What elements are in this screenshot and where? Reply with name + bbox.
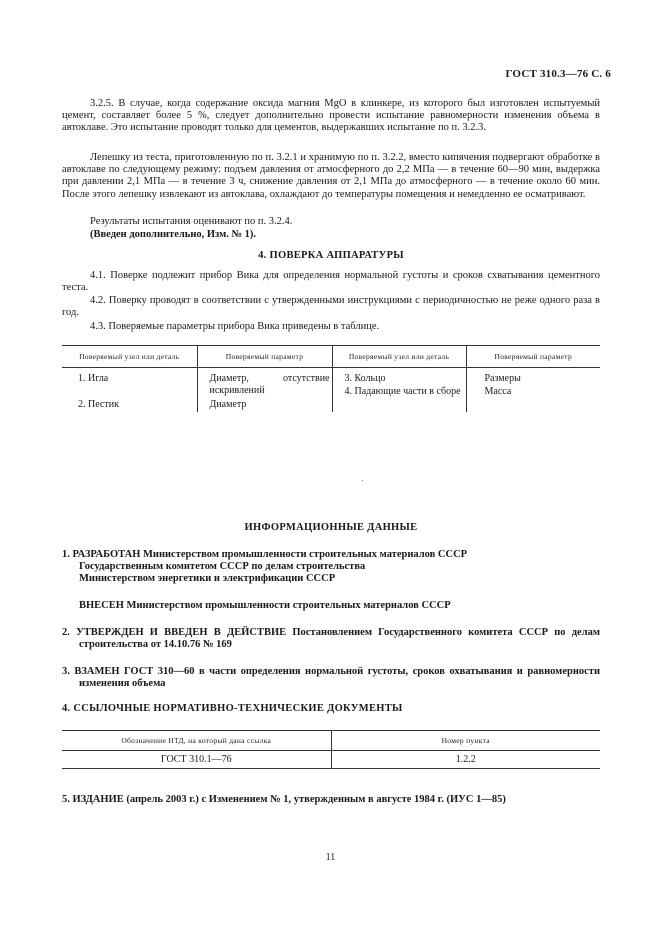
section-4-title: 4. ПОВЕРКА АППАРАТУРЫ xyxy=(258,250,404,261)
info-line: Государственным комитетом СССР по делам строительства xyxy=(79,561,366,573)
info-item-1 xyxy=(62,549,600,586)
table-header-cell: Поверяемый параметр xyxy=(466,346,600,368)
paragraph-autoclave: Лепешку из теста, приготовленную по п. 3.2.1 и хранимую по п. 3.2.2, вместо кипячения подвергают обработке в автоклаве по следующему режиму: подъем давления от атмосферного до 2,2 МПа — в течение 60—90 мин, выдержка при давлении 2,1 МПа — в течение 3 ч, снижение давления от 2,1 МПа до атмосферного — в течение около 60 мин. После этого лепешку извлекают из автоклава, охлаждают до температуры помещения и немедленно ее осматривают. xyxy=(62,152,600,200)
table-cell: 1.2.2 xyxy=(331,751,600,769)
table-cell: 1. Игла xyxy=(78,373,109,384)
paragraph-results: Результаты испытания оценивают по п. 3.2.4. xyxy=(90,216,293,227)
table-cell: ГОСТ 310.1—76 xyxy=(62,751,331,769)
table-cell: 4. Падающие части в сборе xyxy=(344,386,461,397)
info-item-1b: ВНЕСЕН Министерством промышленности строительных материалов СССР xyxy=(79,600,451,611)
table-cell: Размеры xyxy=(484,373,521,384)
table-cell: 3. Кольцо xyxy=(344,373,386,384)
info-line: Министерством энергетики и электрификации СССР xyxy=(79,573,336,585)
info-title: ИНФОРМАЦИОННЫЕ ДАННЫЕ xyxy=(244,522,418,533)
reference-docs-table xyxy=(62,730,600,769)
info-item-4: 4. ССЫЛОЧНЫЕ НОРМАТИВНО-ТЕХНИЧЕСКИЕ ДОКУМЕНТЫ xyxy=(62,703,403,714)
table-cell: Масса xyxy=(484,386,512,397)
info-item-3: 3. ВЗАМЕН ГОСТ 310—60 в части определения нормальной густоты, сроков охватывания и равномерности изменения объема xyxy=(62,666,600,690)
page-header: ГОСТ 310.3—76 С. 6 xyxy=(505,68,611,80)
speck-mark xyxy=(362,480,363,481)
table-cell: Диаметр, отсутствие искривлений xyxy=(209,373,330,396)
table-header-cell: Поверяемый узел или деталь xyxy=(62,346,197,368)
table-cell: 2. Пестик xyxy=(78,399,119,410)
paragraph-4-1: 4.1. Поверке подлежит прибор Вика для определения нормальной густоты и сроков схватывания цементного теста. xyxy=(62,270,600,294)
amendment-note: (Введен дополнительно, Изм. № 1). xyxy=(90,229,257,240)
info-item-2: 2. УТВЕРЖДЕН И ВВЕДЕН В ДЕЙСТВИЕ Постановлением Государственного комитета СССР по делам строительства от 14.10.76 № 169 xyxy=(62,627,600,651)
paragraph-3-2-5: 3.2.5. В случае, когда содержание оксида магния MgO в клинкере, из которого был изготовлен испытуемый цемент, составляет более 5 %, следует дополнительно провести испытание равномерности изменения объема в автоклаве. Это испытание проводят только для цементов, выдержавших испытание по п. 3.2.3. xyxy=(62,98,600,134)
paragraph-4-2: 4.2. Поверку проводят в соответствии с утвержденными инструкциями с периодичностью не реже одного раза в год. xyxy=(62,295,600,319)
table-cell: Диаметр xyxy=(209,399,247,410)
table-header-cell: Обозначение НТД, на который дана ссылка xyxy=(62,731,331,751)
info-line: 1. РАЗРАБОТАН Министерством промышленности строительных материалов СССР xyxy=(62,549,468,560)
table-header-cell: Поверяемый параметр xyxy=(197,346,332,368)
verification-table xyxy=(62,345,600,412)
info-item-5: 5. ИЗДАНИЕ (апрель 2003 г.) с Изменением № 1, утвержденным в августе 1984 г. (ИУС 1—85) xyxy=(62,794,506,805)
page-number: 11 xyxy=(325,852,336,863)
table-header-cell: Поверяемый узел или деталь xyxy=(332,346,466,368)
table-row xyxy=(62,751,600,769)
paragraph-4-3: 4.3. Поверяемые параметры прибора Вика приведены в таблице. xyxy=(90,321,380,332)
table-header-cell: Номер пункта xyxy=(331,731,600,751)
